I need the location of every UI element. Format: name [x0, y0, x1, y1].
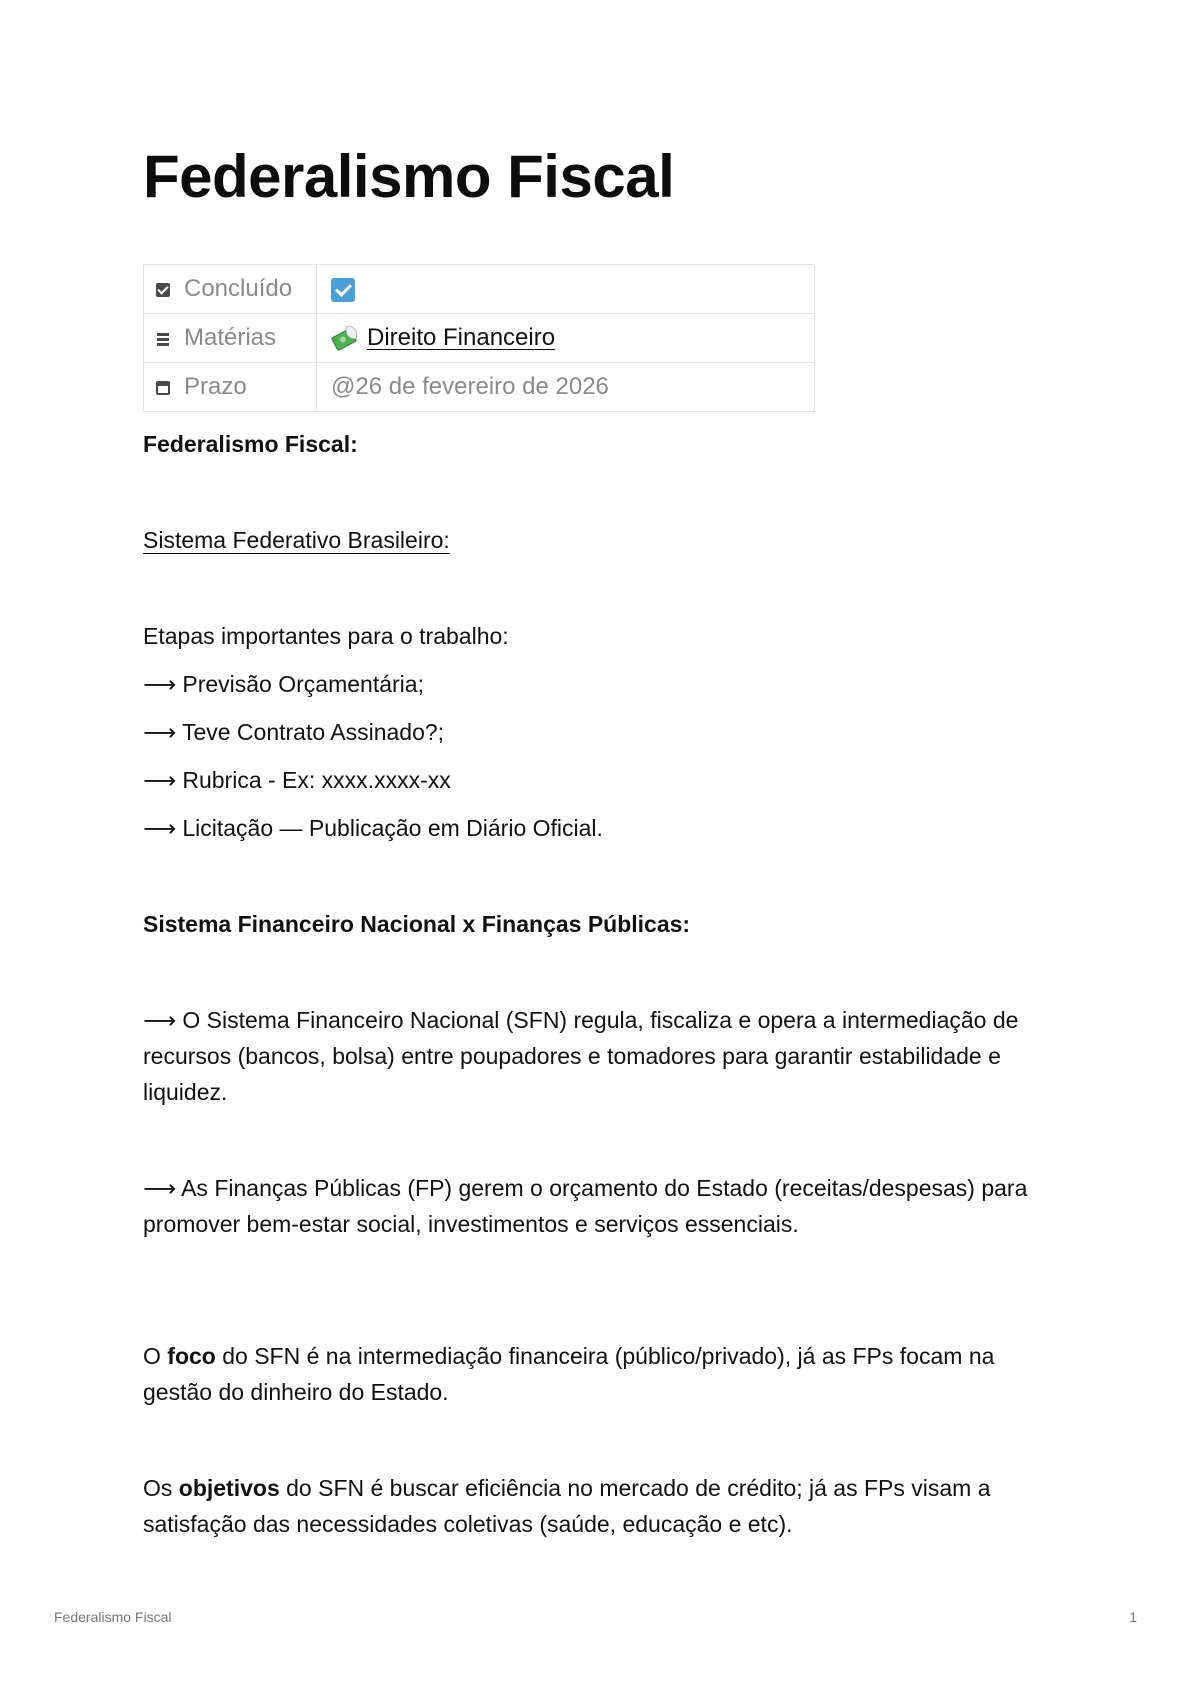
checkbox-icon — [156, 283, 170, 297]
property-name-concluido — [144, 265, 317, 314]
property-row-prazo — [144, 363, 815, 412]
paragraph-foco — [143, 1338, 1063, 1410]
property-name-materias — [144, 314, 317, 363]
text-fragment: do SFN é na intermediação financeira (público/privado), já as FPs focam na gestão do dinheiro do Estado. — [143, 1343, 995, 1405]
list-item: ⟶ Teve Contrato Assinado?; — [143, 719, 445, 745]
page-title: Federalismo Fiscal — [143, 143, 675, 210]
money-with-wings-icon — [331, 326, 357, 348]
property-label: Concluído — [184, 275, 293, 302]
checked-checkbox-icon[interactable] — [331, 278, 355, 302]
text-fragment: Os — [143, 1475, 179, 1501]
property-value-materias[interactable] — [317, 314, 815, 363]
subheading-sistema-federativo — [143, 522, 450, 558]
subheading-text: Sistema Federativo Brasileiro: — [143, 527, 450, 553]
calendar-icon — [156, 381, 170, 395]
property-label: Prazo — [184, 373, 247, 400]
footer-doc-title: Federalismo Fiscal — [54, 1609, 172, 1625]
property-name-prazo — [144, 363, 317, 412]
paragraph-fp: ⟶ As Finanças Públicas (FP) gerem o orçamento do Estado (receitas/despesas) para promover bem-estar social, investimentos e serviços essenciais. — [143, 1175, 1028, 1237]
bold-text: foco — [167, 1343, 216, 1369]
property-label: Matérias — [184, 324, 277, 351]
date-mention[interactable]: @26 de fevereiro de 2026 — [331, 373, 609, 400]
footer-page-number: 1 — [1129, 1609, 1137, 1625]
heading-federalismo-fiscal: Federalismo Fiscal: — [143, 431, 358, 457]
property-row-concluido — [144, 265, 815, 314]
text-fragment: do SFN é buscar eficiência no mercado de crédito; já as FPs visam a satisfação das necessidades coletivas (saúde, educação e etc). — [143, 1475, 991, 1537]
list-item: ⟶ Rubrica - Ex: xxxx.xxxx-xx — [143, 767, 451, 793]
property-value-concluido[interactable] — [317, 265, 815, 314]
stack-icon — [156, 332, 170, 346]
text-fragment: O — [143, 1343, 168, 1369]
list-item: ⟶ Previsão Orçamentária; — [143, 671, 424, 697]
steps-intro: Etapas importantes para o trabalho: — [143, 623, 509, 649]
relation-link-direito-financeiro[interactable]: Direito Financeiro — [367, 324, 556, 351]
list-item: ⟶ Licitação — Publicação em Diário Oficial. — [143, 815, 603, 841]
paragraph-sfn: ⟶ O Sistema Financeiro Nacional (SFN) regula, fiscaliza e opera a intermediação de recursos (bancos, bolsa) entre poupadores e tomadores para garantir estabilidade e liquidez. — [143, 1007, 1019, 1105]
property-value-prazo[interactable] — [317, 363, 815, 412]
property-row-materias — [144, 314, 815, 363]
heading-sfn-vs-fp: Sistema Financeiro Nacional x Finanças Públicas: — [143, 911, 691, 937]
paragraph-objetivos — [143, 1470, 1063, 1542]
bold-text: objetivos — [178, 1475, 280, 1501]
properties-table — [143, 264, 815, 412]
